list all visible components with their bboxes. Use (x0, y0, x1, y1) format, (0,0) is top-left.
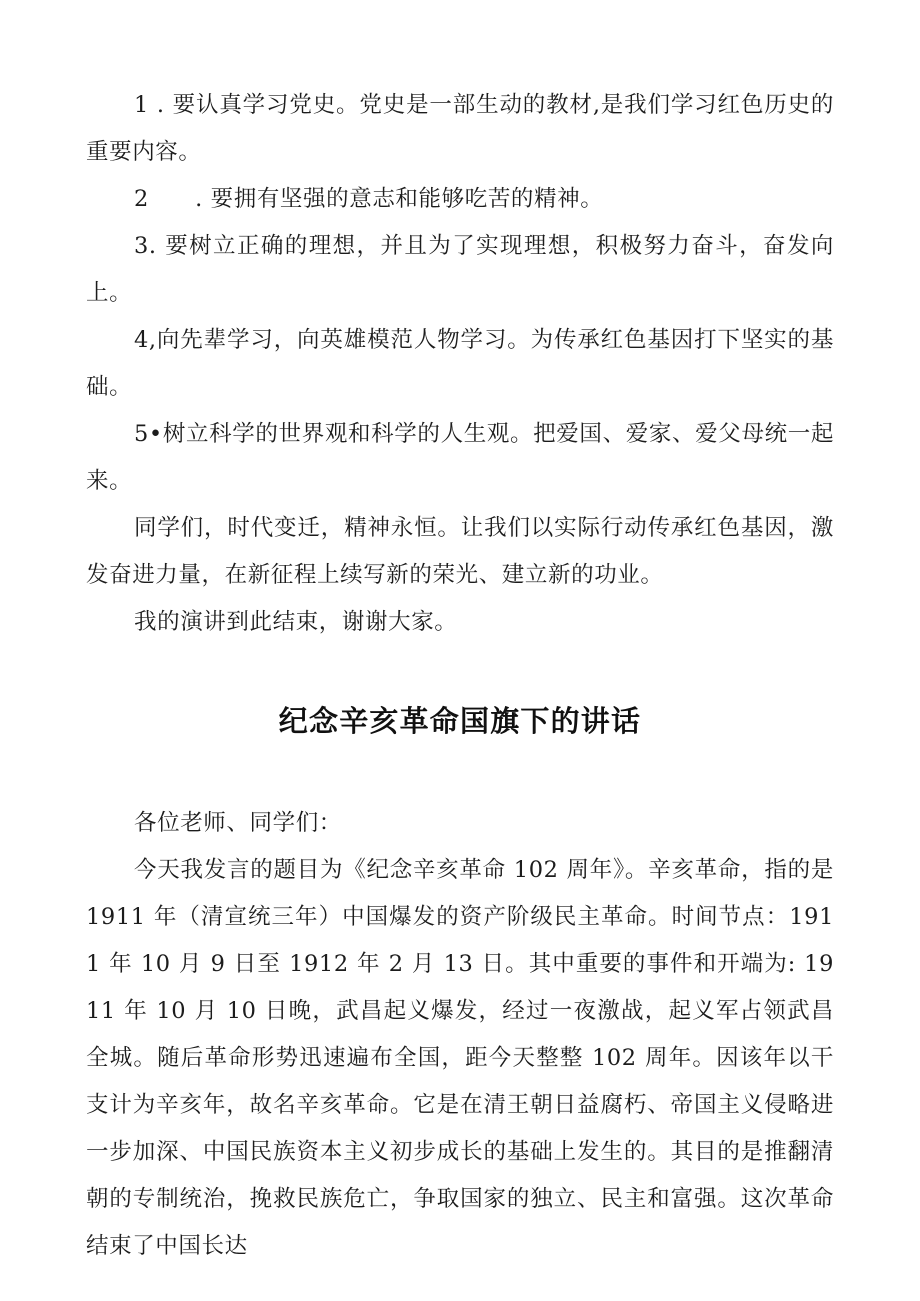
body-paragraph-1: 今天我发言的题目为《纪念辛亥革命 102 周年》。辛亥革命，指的是 1911 年（清宣统三年）中国爆发的资产阶级民主革命。时间节点：1911 年 10 月 9 日至 1912 年 2 月 13 日。其中重要的事件和开端为: 1911 年 10 月 10 日晚，武昌起义爆发，经过一夜激战，起义军占领武昌全城。随后革命形势迅速遍布全国，距今天整整 102 周年。因该年以干支计为辛亥年，故名辛亥革命。它是在清王朝日益腐朽、帝国主义侵略进一步加深、中国民族资本主义初步成长的基础上发生的。其目的是推翻清朝的专制统治，挽救民族危亡，争取国家的独立、民主和富强。这次革命结束了中国长达 (86, 857, 842, 1259)
title-top-spacer (86, 646, 834, 698)
salutation: 各位老师、同学们： (134, 810, 342, 836)
list-item-5: 5•树立科学的世界观和科学的人生观。把爱国、爱家、爱父母统一起来。 (86, 421, 834, 494)
list-item-2: 2 . 要拥有坚强的意志和能够吃苦的精神。 (134, 186, 604, 212)
title-bottom-spacer (86, 744, 834, 800)
xinhai-revolution-speech (86, 800, 842, 1270)
closing-paragraph: 同学们，时代变迁，精神永恒。让我们以实际行动传承红色基因，激发奋进力量，在新征程上续写新的荣光、建立新的功业。 (86, 515, 834, 588)
page-content (86, 82, 842, 1270)
speech-closing-section (86, 82, 834, 646)
thanks-paragraph: 我的演讲到此结束，谢谢大家。 (134, 609, 458, 635)
list-item-4: 4,向先辈学习，向英雄模范人物学习。为传承红色基因打下坚实的基础。 (86, 327, 834, 400)
page-title: 纪念辛亥革命国旗下的讲话 (278, 704, 642, 738)
list-item-1: 1 . 要认真学习党史。党史是一部生动的教材,是我们学习红色历史的重要内容。 (86, 92, 834, 165)
list-item-3: 3. 要树立正确的理想，并且为了实现理想，积极努力奋斗，奋发向上。 (86, 233, 834, 306)
